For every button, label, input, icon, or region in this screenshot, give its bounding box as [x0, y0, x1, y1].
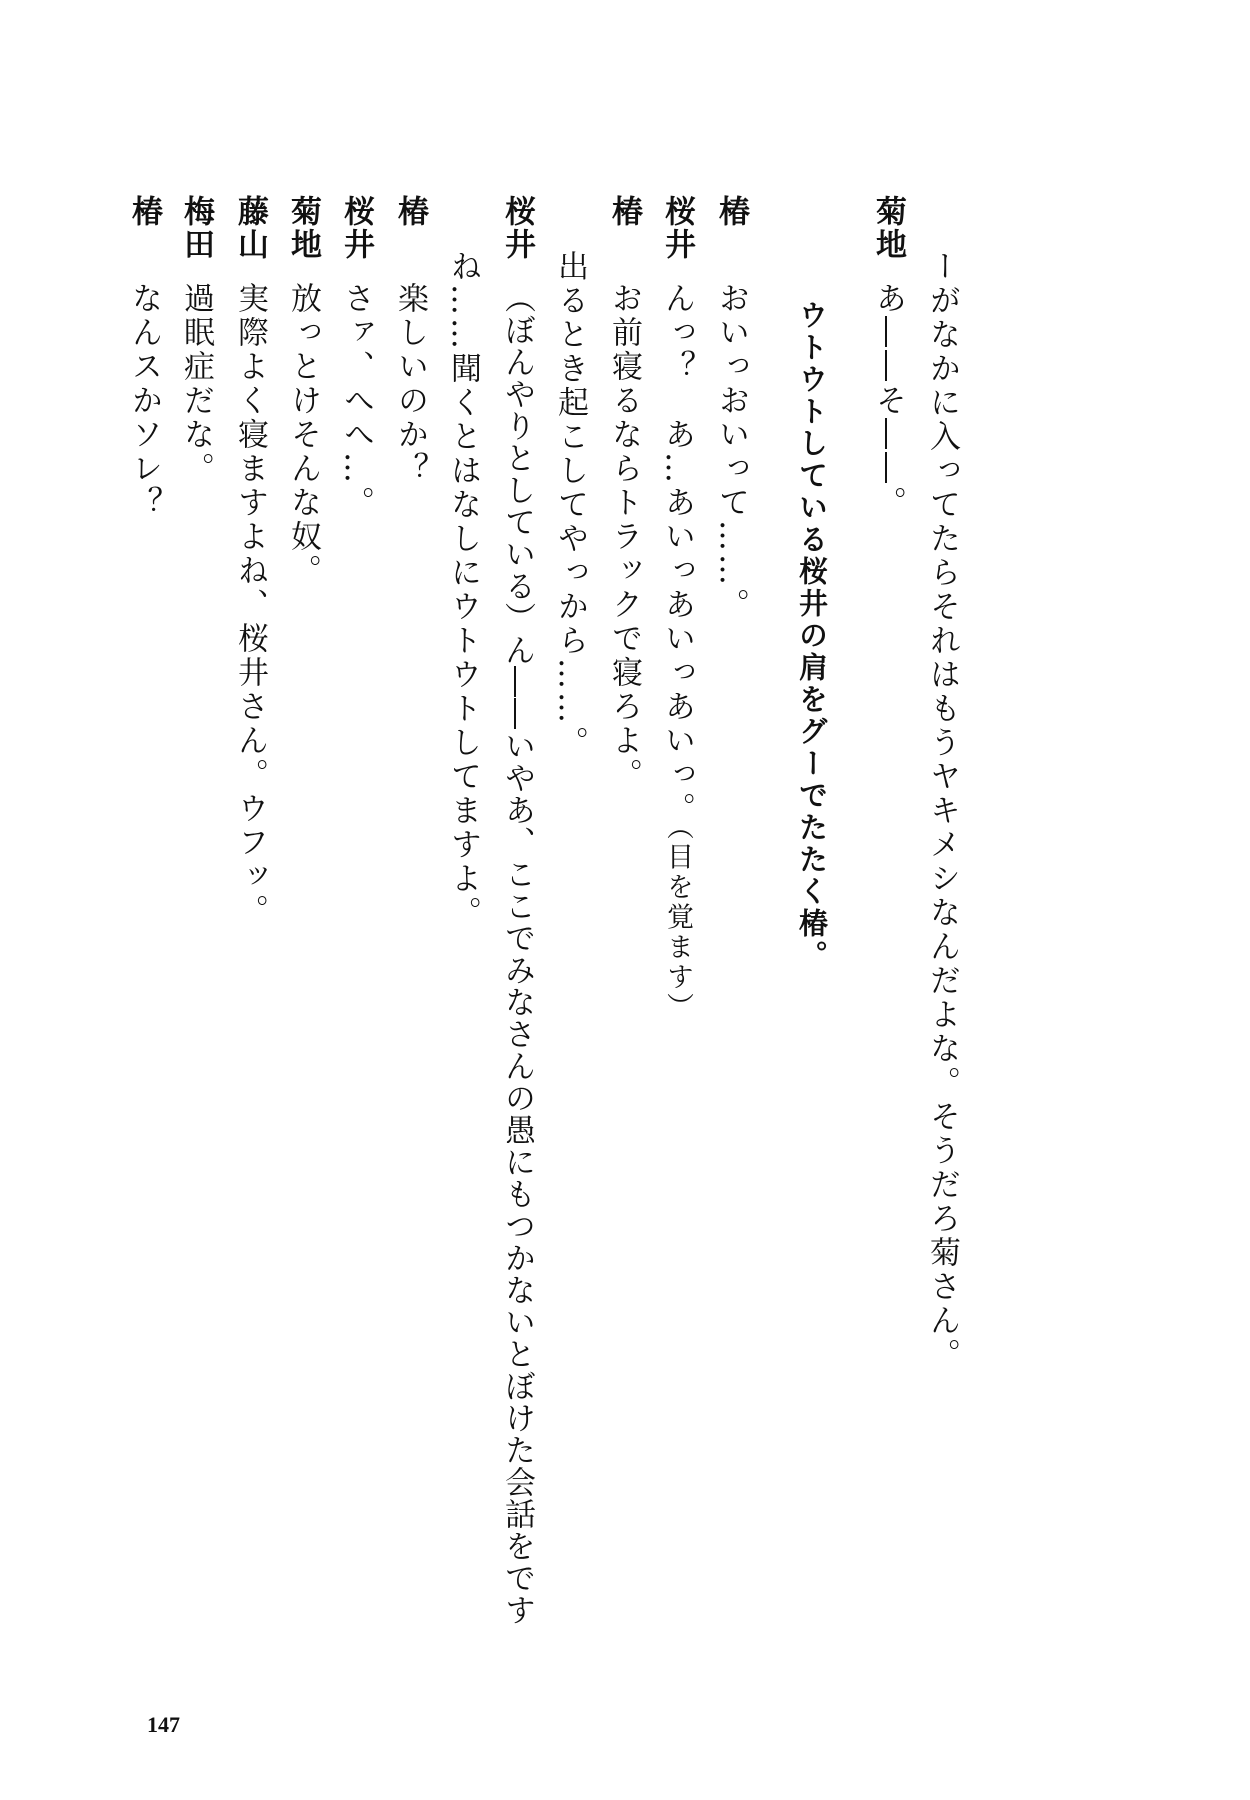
page-number: 147	[147, 1712, 180, 1737]
stage-parenthetical: （目を覚ます）	[662, 826, 693, 1023]
dialogue-text: さァ、へへ…。	[338, 282, 374, 520]
dialogue-text: 楽しいのか？	[392, 282, 428, 486]
speaker-name: 椿	[126, 195, 162, 228]
dialogue-text: （ぼんやりとしている）ん――いやあ、ここでみなさんの愚にもつかないとぼけた会話をです	[499, 282, 535, 1626]
speaker-name: 梅田	[178, 195, 214, 261]
speaker-name: 桜井	[338, 195, 374, 261]
dialogue-text: 放っとけそんな奴。	[285, 282, 321, 588]
dialogue-text: ーがなかに入ってたらそれはもうヤキメシなんだよな。そうだろ菊さん。	[924, 250, 960, 1372]
speaker-name: 菊地	[285, 195, 321, 261]
dialogue-text: 出るとき起こしてやっから……。	[552, 250, 588, 760]
speaker-name: 桜井	[499, 195, 535, 261]
speaker-name: 椿	[392, 195, 428, 228]
dialogue-text: おいっおいって……。	[713, 282, 749, 622]
speaker-name: 桜井	[659, 195, 695, 261]
dialogue-text: ね……聞くとはなしにウトウトしてますよ。	[445, 250, 481, 930]
dialogue-text: お前寝るならトラックで寝ろよ。	[606, 282, 642, 792]
dialogue-text: 過眠症だな。	[178, 282, 214, 486]
speaker-name: 椿	[713, 195, 749, 228]
speaker-name: 藤山	[232, 195, 268, 261]
speaker-name: 菊地	[870, 195, 906, 261]
dialogue-main: んっ？ あ…あいっあいっあいっ。	[659, 282, 695, 826]
dialogue-text: 実際よく寝ますよね、桜井さん。ウフッ。	[232, 282, 268, 928]
dialogue-text: あ――そ――。	[870, 282, 906, 520]
dialogue-text	[657, 282, 697, 1023]
stage-direction-text: ウトウトしている桜井の肩をグーでたたく椿。	[795, 300, 829, 972]
speaker-name: 椿	[606, 195, 642, 228]
dialogue-text: なんスかソレ？	[126, 282, 162, 520]
